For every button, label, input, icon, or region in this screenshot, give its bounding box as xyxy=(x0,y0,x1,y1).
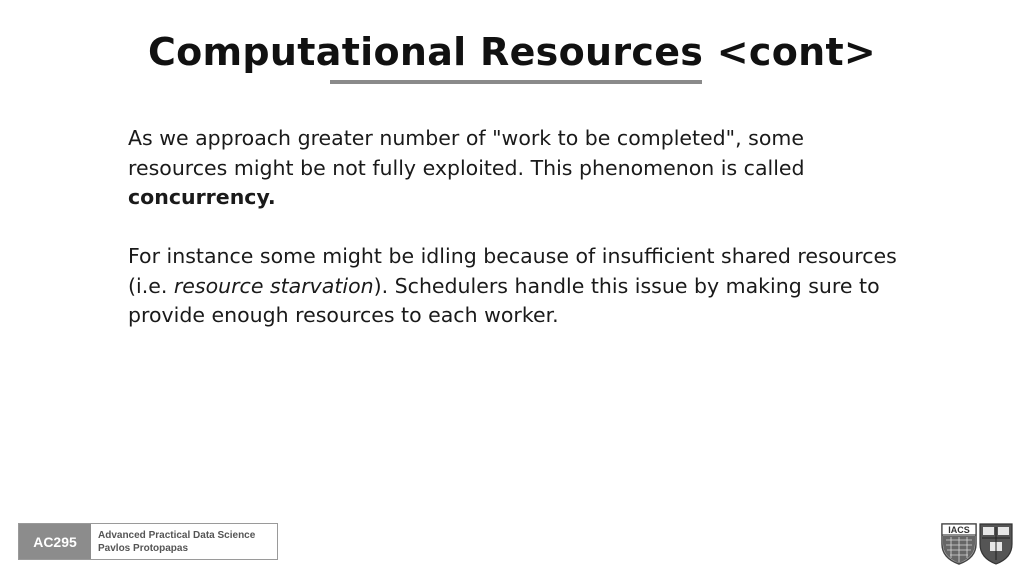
slide-title: Computational Resources <cont> xyxy=(147,30,877,74)
course-info xyxy=(91,524,255,559)
paragraph-2-text-before: For instance some might be idling because of insufficient shared resources (i.e. xyxy=(128,244,897,298)
logo-text: IACS xyxy=(948,525,970,535)
iacs-logo xyxy=(942,524,976,564)
institution-logos xyxy=(940,522,1014,566)
course-badge xyxy=(18,523,278,560)
course-code: AC295 xyxy=(19,524,91,559)
iacs-shield-icon xyxy=(940,522,1014,566)
paragraph-concurrency xyxy=(128,124,908,213)
slide-body xyxy=(128,124,908,331)
title-underline xyxy=(330,80,702,84)
paragraph-1-text: As we approach greater number of "work to be completed", some resources might be not fully exploited. This phenomenon is called xyxy=(128,126,805,180)
resource-starvation-term: resource starvation xyxy=(173,273,374,298)
course-name: Advanced Practical Data Science xyxy=(98,529,256,541)
concurrency-term: concurrency. xyxy=(128,185,276,209)
paragraph-starvation xyxy=(128,242,908,331)
instructor-name: Pavlos Protopapas xyxy=(98,542,189,554)
paragraph-2-text-after: ). Schedulers handle this issue by making sure to provide enough resources to each worker. xyxy=(128,273,880,327)
harvard-shield xyxy=(980,524,1012,564)
